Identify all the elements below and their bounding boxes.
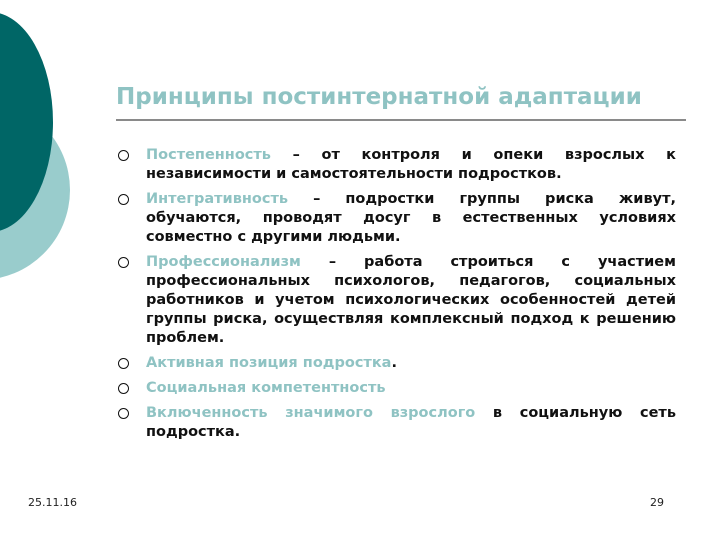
- bullet-term: Профессионализм: [146, 254, 301, 270]
- bullet-text: – подростки группы риска живут, обучаются, проводят досуг в естественных условиях совместно с другими людьми.: [146, 191, 676, 245]
- bullet-item: [116, 354, 676, 373]
- footer-date: 25.11.16: [28, 496, 77, 509]
- bullet-item: [116, 190, 676, 247]
- bullet-term: Активная позиция подростка: [146, 355, 392, 371]
- bullet-icon: [118, 257, 129, 268]
- bullet-term: Интегративность: [146, 191, 289, 207]
- title-divider: [116, 119, 686, 121]
- slide-title: Принципы постинтернатной адаптации: [116, 84, 642, 110]
- bullet-icon: [118, 358, 129, 369]
- bullet-text: – от контроля и опеки взрослых к независимости и самостоятельности подростков.: [146, 147, 676, 182]
- bullet-item: [116, 379, 676, 398]
- bullet-term: Включенность значимого взрослого: [146, 405, 476, 421]
- decorative-circles: [0, 0, 120, 300]
- bullet-icon: [118, 194, 129, 205]
- bullet-icon: [118, 150, 129, 161]
- bullet-item: [116, 253, 676, 348]
- bullet-icon: [118, 383, 129, 394]
- bullet-text: в социальную сеть подростка.: [146, 405, 676, 440]
- bullet-term: Социальная компетентность: [146, 380, 386, 396]
- bullet-item: [116, 404, 676, 442]
- page-number: 29: [650, 496, 664, 509]
- bullet-icon: [118, 408, 129, 419]
- bullet-text: .: [391, 355, 397, 371]
- bullet-item: [116, 146, 676, 184]
- bullet-term: Постепенность: [146, 147, 271, 163]
- bullet-text: – работа строиться с участием профессиональных психологов, педагогов, социальных работников и учетом психологических особенностей детей группы риска, осуществляя комплексный подход к решению проблем.: [146, 254, 676, 346]
- bullet-list: [116, 146, 676, 448]
